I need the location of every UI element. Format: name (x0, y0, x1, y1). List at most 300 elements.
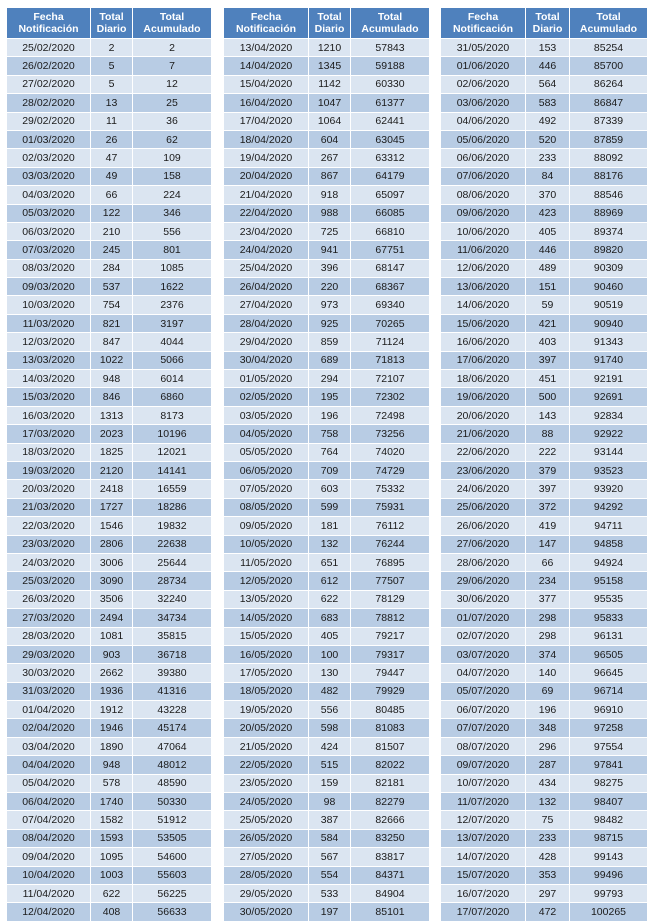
cell-diario: 1047 (309, 94, 351, 112)
cell-acumulado: 98715 (570, 829, 648, 847)
cell-diario: 298 (526, 627, 570, 645)
cell-diario: 489 (526, 259, 570, 277)
cell-acumulado: 88969 (570, 204, 648, 222)
table-row (7, 866, 212, 884)
cell-fecha: 31/05/2020 (441, 39, 526, 57)
cell-diario: 294 (309, 370, 351, 388)
cell-diario: 604 (309, 130, 351, 148)
header-row (224, 8, 430, 39)
cell-diario: 554 (309, 866, 351, 884)
cell-fecha: 24/06/2020 (441, 480, 526, 498)
cell-diario: 408 (91, 903, 133, 921)
table-row (441, 480, 648, 498)
table-row (7, 425, 212, 443)
cell-fecha: 31/03/2020 (7, 682, 91, 700)
cell-acumulado: 81083 (351, 719, 430, 737)
cell-fecha: 06/07/2020 (441, 701, 526, 719)
table-row (224, 517, 430, 535)
cell-acumulado: 74020 (351, 443, 430, 461)
cell-fecha: 25/02/2020 (7, 39, 91, 57)
cell-acumulado: 92691 (570, 388, 648, 406)
cell-fecha: 25/05/2020 (224, 811, 309, 829)
cell-acumulado: 86264 (570, 75, 648, 93)
cell-diario: 296 (526, 737, 570, 755)
cell-fecha: 20/03/2020 (7, 480, 91, 498)
cell-fecha: 11/04/2020 (7, 884, 91, 902)
cell-fecha: 08/06/2020 (441, 186, 526, 204)
cell-diario: 84 (526, 167, 570, 185)
table-row (224, 609, 430, 627)
cell-diario: 683 (309, 609, 351, 627)
cell-diario: 988 (309, 204, 351, 222)
table-row (224, 130, 430, 148)
cell-fecha: 12/03/2020 (7, 333, 91, 351)
cell-acumulado: 556 (133, 222, 212, 240)
cell-acumulado: 48590 (133, 774, 212, 792)
cell-acumulado: 82022 (351, 756, 430, 774)
cell-acumulado: 51912 (133, 811, 212, 829)
cell-acumulado: 5066 (133, 351, 212, 369)
cell-fecha: 02/03/2020 (7, 149, 91, 167)
cell-diario: 66 (526, 553, 570, 571)
cell-fecha: 15/04/2020 (224, 75, 309, 93)
table-row (224, 866, 430, 884)
table-row (224, 756, 430, 774)
table-row (224, 884, 430, 902)
table-row (441, 314, 648, 332)
cell-diario: 612 (309, 572, 351, 590)
table-row (441, 278, 648, 296)
table-row (224, 701, 430, 719)
cell-fecha: 15/06/2020 (441, 314, 526, 332)
cell-diario: 245 (91, 241, 133, 259)
cell-acumulado: 36 (133, 112, 212, 130)
data-table-1 (6, 7, 212, 922)
cell-diario: 387 (309, 811, 351, 829)
cell-fecha: 12/06/2020 (441, 259, 526, 277)
table-row (441, 884, 648, 902)
table-row (224, 167, 430, 185)
cell-acumulado: 93920 (570, 480, 648, 498)
cell-acumulado: 94711 (570, 517, 648, 535)
table-row (7, 498, 212, 516)
table-row (441, 425, 648, 443)
table-row (7, 112, 212, 130)
cell-fecha: 11/06/2020 (441, 241, 526, 259)
cell-acumulado: 2 (133, 39, 212, 57)
cell-fecha: 02/04/2020 (7, 719, 91, 737)
table-row (441, 94, 648, 112)
cell-acumulado: 64179 (351, 167, 430, 185)
cell-diario: 1946 (91, 719, 133, 737)
col-header-diario: Total Diario (91, 8, 133, 39)
table-row (441, 406, 648, 424)
cell-fecha: 17/07/2020 (441, 903, 526, 921)
cell-fecha: 27/04/2020 (224, 296, 309, 314)
cell-diario: 446 (526, 57, 570, 75)
cell-diario: 396 (309, 259, 351, 277)
cell-acumulado: 91740 (570, 351, 648, 369)
table-row (224, 351, 430, 369)
cell-acumulado: 90309 (570, 259, 648, 277)
cell-diario: 434 (526, 774, 570, 792)
cell-fecha: 05/03/2020 (7, 204, 91, 222)
table-row (224, 480, 430, 498)
table-row (224, 388, 430, 406)
table-row (224, 461, 430, 479)
cell-acumulado: 83250 (351, 829, 430, 847)
cell-fecha: 19/06/2020 (441, 388, 526, 406)
cell-acumulado: 61377 (351, 94, 430, 112)
page-top-fragment (6, 0, 66, 4)
table-row (7, 627, 212, 645)
cell-diario: 603 (309, 480, 351, 498)
cell-acumulado: 97554 (570, 737, 648, 755)
table-row (7, 461, 212, 479)
table-row (224, 590, 430, 608)
cell-diario: 181 (309, 517, 351, 535)
table-row (224, 848, 430, 866)
cell-acumulado: 94924 (570, 553, 648, 571)
cell-diario: 578 (91, 774, 133, 792)
cell-fecha: 07/03/2020 (7, 241, 91, 259)
cell-fecha: 13/03/2020 (7, 351, 91, 369)
cell-fecha: 07/06/2020 (441, 167, 526, 185)
cell-diario: 446 (526, 241, 570, 259)
cell-fecha: 05/06/2020 (441, 130, 526, 148)
cell-fecha: 17/06/2020 (441, 351, 526, 369)
cell-fecha: 17/05/2020 (224, 664, 309, 682)
table-row (441, 609, 648, 627)
table-row (7, 204, 212, 222)
cell-fecha: 07/07/2020 (441, 719, 526, 737)
cell-diario: 564 (526, 75, 570, 93)
cell-diario: 758 (309, 425, 351, 443)
cell-diario: 267 (309, 149, 351, 167)
cell-acumulado: 6014 (133, 370, 212, 388)
cell-diario: 1727 (91, 498, 133, 516)
data-table-2 (223, 7, 430, 922)
cell-fecha: 14/06/2020 (441, 296, 526, 314)
cell-fecha: 10/04/2020 (7, 866, 91, 884)
cell-fecha: 22/05/2020 (224, 756, 309, 774)
cell-diario: 353 (526, 866, 570, 884)
cell-diario: 2806 (91, 535, 133, 553)
cell-fecha: 30/03/2020 (7, 664, 91, 682)
table-row (441, 370, 648, 388)
table-row (224, 186, 430, 204)
cell-diario: 130 (309, 664, 351, 682)
cell-diario: 500 (526, 388, 570, 406)
table-row (224, 406, 430, 424)
cell-acumulado: 60330 (351, 75, 430, 93)
table-row (7, 774, 212, 792)
table-row (224, 811, 430, 829)
cell-diario: 210 (91, 222, 133, 240)
cell-acumulado: 95158 (570, 572, 648, 590)
cell-diario: 941 (309, 241, 351, 259)
cell-diario: 11 (91, 112, 133, 130)
cell-acumulado: 78129 (351, 590, 430, 608)
cell-acumulado: 79317 (351, 645, 430, 663)
cell-fecha: 09/06/2020 (441, 204, 526, 222)
cell-diario: 59 (526, 296, 570, 314)
cell-acumulado: 97841 (570, 756, 648, 774)
cell-diario: 159 (309, 774, 351, 792)
cell-diario: 100 (309, 645, 351, 663)
cell-fecha: 29/05/2020 (224, 884, 309, 902)
cell-acumulado: 70265 (351, 314, 430, 332)
col-header-fecha: Fecha Notificación (224, 8, 309, 39)
table-row (441, 645, 648, 663)
cell-fecha: 28/03/2020 (7, 627, 91, 645)
cell-fecha: 04/06/2020 (441, 112, 526, 130)
cell-acumulado: 57843 (351, 39, 430, 57)
cell-diario: 689 (309, 351, 351, 369)
cell-acumulado: 98275 (570, 774, 648, 792)
table-row (7, 388, 212, 406)
cell-fecha: 09/07/2020 (441, 756, 526, 774)
table-row (441, 498, 648, 516)
table-row (7, 130, 212, 148)
table-row (7, 848, 212, 866)
cell-acumulado: 36718 (133, 645, 212, 663)
table-row (7, 884, 212, 902)
cell-diario: 622 (91, 884, 133, 902)
cell-diario: 859 (309, 333, 351, 351)
cell-diario: 1022 (91, 351, 133, 369)
cell-acumulado: 96645 (570, 664, 648, 682)
cell-fecha: 07/04/2020 (7, 811, 91, 829)
cell-fecha: 15/05/2020 (224, 627, 309, 645)
cell-acumulado: 76244 (351, 535, 430, 553)
cell-fecha: 23/06/2020 (441, 461, 526, 479)
cell-acumulado: 75332 (351, 480, 430, 498)
table-row (441, 296, 648, 314)
cell-fecha: 06/04/2020 (7, 793, 91, 811)
table-row (7, 609, 212, 627)
cell-fecha: 22/06/2020 (441, 443, 526, 461)
cell-fecha: 06/06/2020 (441, 149, 526, 167)
cell-acumulado: 62441 (351, 112, 430, 130)
cell-diario: 421 (526, 314, 570, 332)
cell-fecha: 29/04/2020 (224, 333, 309, 351)
cell-diario: 1582 (91, 811, 133, 829)
cell-fecha: 28/02/2020 (7, 94, 91, 112)
cell-fecha: 18/03/2020 (7, 443, 91, 461)
cell-diario: 151 (526, 278, 570, 296)
cell-acumulado: 76112 (351, 517, 430, 535)
table-row (7, 149, 212, 167)
table-row (441, 811, 648, 829)
cell-diario: 599 (309, 498, 351, 516)
cell-diario: 2494 (91, 609, 133, 627)
table-row (7, 443, 212, 461)
cell-fecha: 06/05/2020 (224, 461, 309, 479)
cell-diario: 132 (309, 535, 351, 553)
cell-fecha: 03/03/2020 (7, 167, 91, 185)
cell-acumulado: 34734 (133, 609, 212, 627)
cell-acumulado: 79929 (351, 682, 430, 700)
cell-acumulado: 3197 (133, 314, 212, 332)
cell-acumulado: 63312 (351, 149, 430, 167)
cell-acumulado: 16559 (133, 480, 212, 498)
cell-diario: 584 (309, 829, 351, 847)
table-row (224, 278, 430, 296)
cell-diario: 233 (526, 829, 570, 847)
cell-fecha: 01/07/2020 (441, 609, 526, 627)
cell-fecha: 27/03/2020 (7, 609, 91, 627)
cell-fecha: 17/03/2020 (7, 425, 91, 443)
cell-diario: 284 (91, 259, 133, 277)
cell-diario: 297 (526, 884, 570, 902)
cell-acumulado: 81507 (351, 737, 430, 755)
cell-fecha: 08/04/2020 (7, 829, 91, 847)
cell-diario: 195 (309, 388, 351, 406)
table-row (441, 719, 648, 737)
header-row (7, 8, 212, 39)
cell-diario: 2418 (91, 480, 133, 498)
table-row (224, 75, 430, 93)
cell-diario: 725 (309, 222, 351, 240)
cell-diario: 287 (526, 756, 570, 774)
table-row (224, 627, 430, 645)
cell-fecha: 15/03/2020 (7, 388, 91, 406)
cell-acumulado: 71813 (351, 351, 430, 369)
table-row (224, 425, 430, 443)
cell-diario: 153 (526, 39, 570, 57)
cell-acumulado: 98482 (570, 811, 648, 829)
table-row (7, 406, 212, 424)
cell-diario: 1912 (91, 701, 133, 719)
cell-fecha: 24/03/2020 (7, 553, 91, 571)
cell-acumulado: 56225 (133, 884, 212, 902)
cell-acumulado: 76895 (351, 553, 430, 571)
cell-fecha: 26/02/2020 (7, 57, 91, 75)
cell-acumulado: 4044 (133, 333, 212, 351)
cell-fecha: 19/04/2020 (224, 149, 309, 167)
cell-fecha: 09/03/2020 (7, 278, 91, 296)
cell-acumulado: 68147 (351, 259, 430, 277)
table-row (441, 443, 648, 461)
cell-diario: 556 (309, 701, 351, 719)
cell-fecha: 24/04/2020 (224, 241, 309, 259)
cell-diario: 472 (526, 903, 570, 921)
cell-fecha: 13/07/2020 (441, 829, 526, 847)
cell-acumulado: 93144 (570, 443, 648, 461)
table-row (441, 737, 648, 755)
cell-fecha: 10/06/2020 (441, 222, 526, 240)
table-row (7, 682, 212, 700)
cell-acumulado: 74729 (351, 461, 430, 479)
cell-acumulado: 99143 (570, 848, 648, 866)
cell-acumulado: 346 (133, 204, 212, 222)
cell-diario: 397 (526, 351, 570, 369)
cell-diario: 26 (91, 130, 133, 148)
table-row (7, 222, 212, 240)
cell-diario: 622 (309, 590, 351, 608)
cell-acumulado: 90460 (570, 278, 648, 296)
col-header-acumulado: Total Acumulado (351, 8, 430, 39)
cell-fecha: 01/05/2020 (224, 370, 309, 388)
table-row (224, 793, 430, 811)
cell-diario: 1546 (91, 517, 133, 535)
cell-diario: 49 (91, 167, 133, 185)
cell-acumulado: 55603 (133, 866, 212, 884)
cell-fecha: 12/05/2020 (224, 572, 309, 590)
cell-fecha: 21/03/2020 (7, 498, 91, 516)
cell-acumulado: 82666 (351, 811, 430, 829)
table-row (441, 149, 648, 167)
table-row (7, 829, 212, 847)
cell-fecha: 14/07/2020 (441, 848, 526, 866)
table-row (441, 829, 648, 847)
cell-diario: 598 (309, 719, 351, 737)
cell-fecha: 29/03/2020 (7, 645, 91, 663)
cell-diario: 1064 (309, 112, 351, 130)
cell-fecha: 14/04/2020 (224, 57, 309, 75)
table-row (441, 112, 648, 130)
table-row (441, 756, 648, 774)
table-row (224, 57, 430, 75)
cell-acumulado: 1085 (133, 259, 212, 277)
cell-fecha: 08/03/2020 (7, 259, 91, 277)
cell-fecha: 28/04/2020 (224, 314, 309, 332)
table-row (7, 737, 212, 755)
cell-acumulado: 99793 (570, 884, 648, 902)
cell-fecha: 16/07/2020 (441, 884, 526, 902)
cell-acumulado: 90519 (570, 296, 648, 314)
cell-diario: 419 (526, 517, 570, 535)
cell-diario: 1095 (91, 848, 133, 866)
cell-acumulado: 77507 (351, 572, 430, 590)
cell-diario: 1825 (91, 443, 133, 461)
cell-diario: 397 (526, 480, 570, 498)
cell-fecha: 21/06/2020 (441, 425, 526, 443)
cell-fecha: 02/07/2020 (441, 627, 526, 645)
cell-acumulado: 59188 (351, 57, 430, 75)
cell-acumulado: 2376 (133, 296, 212, 314)
cell-fecha: 22/04/2020 (224, 204, 309, 222)
cell-fecha: 28/05/2020 (224, 866, 309, 884)
cell-fecha: 21/04/2020 (224, 186, 309, 204)
cell-acumulado: 35815 (133, 627, 212, 645)
cell-fecha: 12/07/2020 (441, 811, 526, 829)
cell-acumulado: 82181 (351, 774, 430, 792)
table-row (224, 682, 430, 700)
table-row (441, 682, 648, 700)
cell-fecha: 25/04/2020 (224, 259, 309, 277)
cell-fecha: 01/04/2020 (7, 701, 91, 719)
cell-fecha: 29/06/2020 (441, 572, 526, 590)
table-row (7, 39, 212, 57)
cell-acumulado: 71124 (351, 333, 430, 351)
cell-acumulado: 86847 (570, 94, 648, 112)
cell-acumulado: 50330 (133, 793, 212, 811)
cell-fecha: 04/05/2020 (224, 425, 309, 443)
table-row (224, 94, 430, 112)
cell-diario: 567 (309, 848, 351, 866)
cell-diario: 88 (526, 425, 570, 443)
cell-diario: 222 (526, 443, 570, 461)
cell-acumulado: 54600 (133, 848, 212, 866)
cell-acumulado: 6860 (133, 388, 212, 406)
table-row (441, 572, 648, 590)
cell-diario: 220 (309, 278, 351, 296)
cell-diario: 196 (309, 406, 351, 424)
cell-diario: 492 (526, 112, 570, 130)
cell-diario: 379 (526, 461, 570, 479)
